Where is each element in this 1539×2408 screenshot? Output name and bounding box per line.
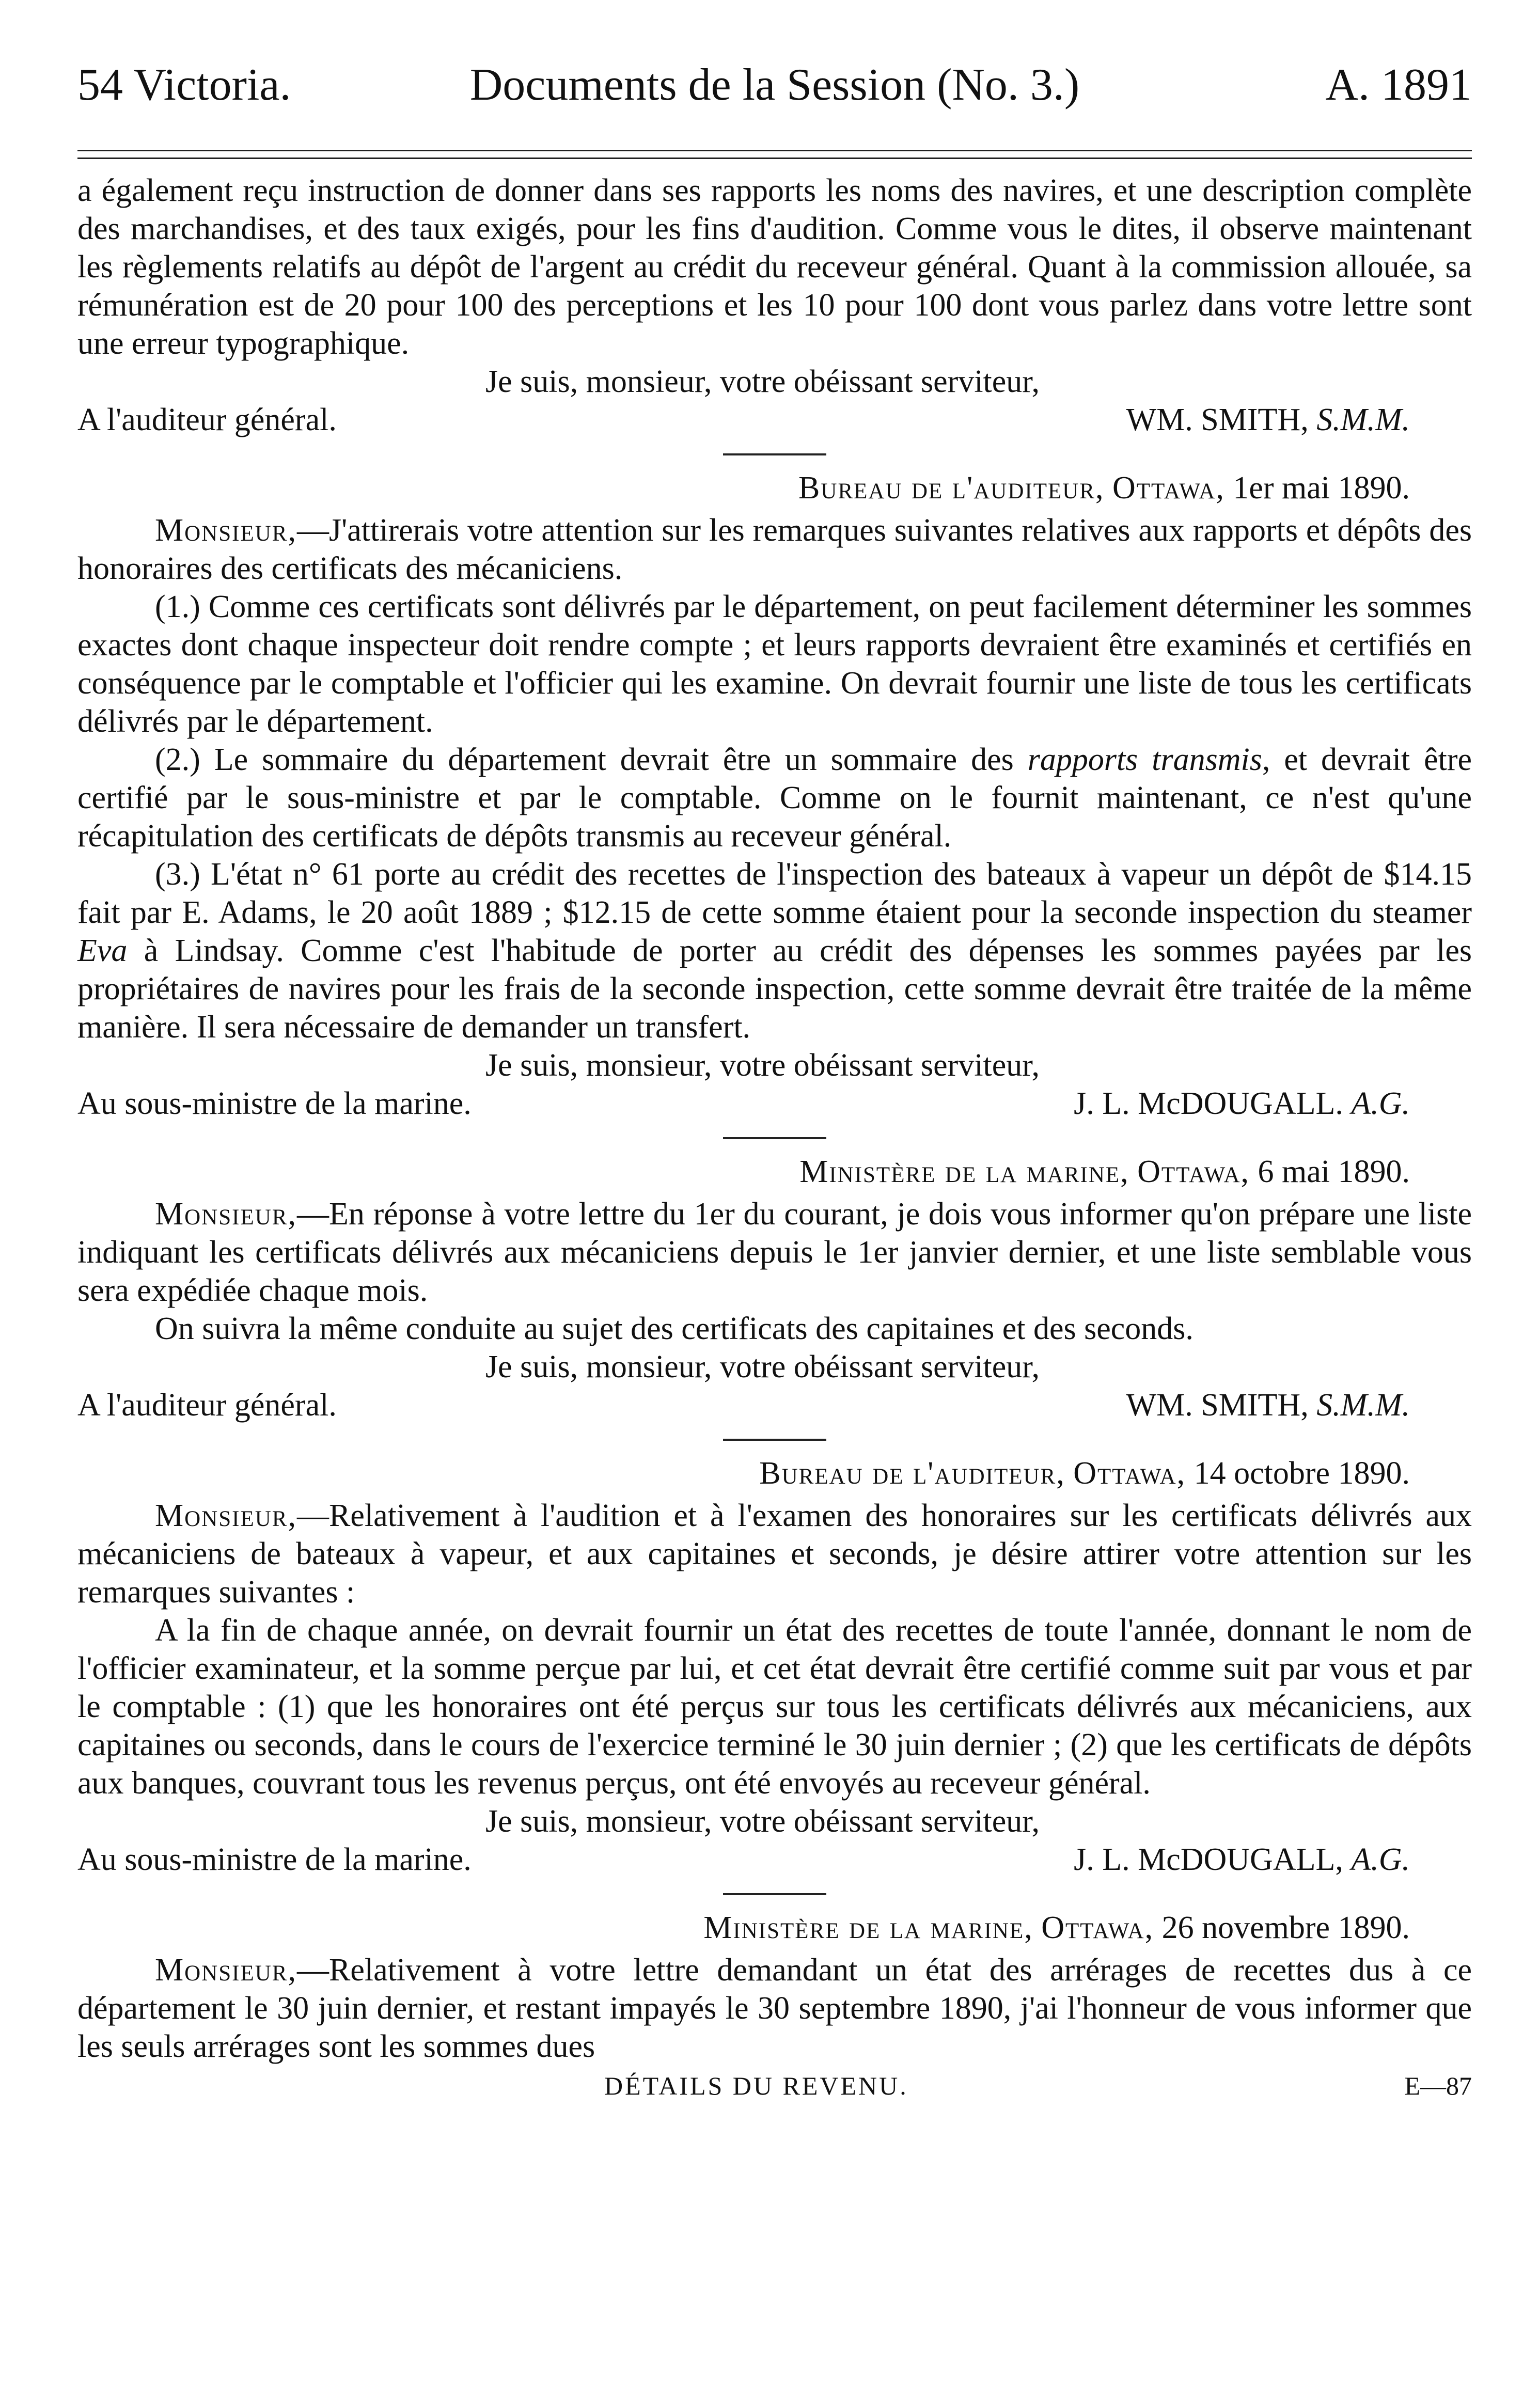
header-year: A. 1891 — [1325, 60, 1472, 110]
letter-2-signature — [1074, 1084, 1472, 1123]
letter-2-p3-text-a: (3.) L'état n° 61 porte au crédit des recettes de l'inspection des bateaux à vapeur un dépôt de $14.15 fait par E. Adams, le 20 août 1889 ; $12.15 de cette somme étaient pour la seconde inspection du steamer — [77, 857, 1472, 930]
letter-2-p2-emphasis: rapports transmis — [1027, 742, 1262, 777]
letter-4-closing: Je suis, monsieur, votre obéissant serviteur, — [485, 1804, 1040, 1839]
letter-1-recipient: A l'auditeur général. — [77, 402, 337, 437]
letter-1-signer: WM. SMITH, — [1126, 402, 1309, 437]
letter-2-recipient: Au sous-ministre de la marine. — [77, 1086, 472, 1121]
letter-3-closing: Je suis, monsieur, votre obéissant serviteur, — [485, 1349, 1040, 1384]
letter-3-city: Ottawa, — [1137, 1154, 1250, 1189]
letter-3-place: Ministère de la marine, — [799, 1154, 1129, 1189]
letter-4-date: 14 octobre 1890. — [1193, 1456, 1410, 1491]
letter-3-paragraph-1: On suivra la même conduite au sujet des certificats des capitaines et des seconds. — [155, 1311, 1193, 1346]
header-double-rule — [77, 150, 1472, 159]
letter-2-salutation: Monsieur, — [155, 513, 297, 548]
letter-4-salutation: Monsieur, — [155, 1498, 297, 1533]
letter-4-signature-row — [77, 1840, 1472, 1879]
letter-4-city: Ottawa, — [1073, 1456, 1186, 1491]
page-footer — [77, 2070, 1472, 2102]
letter-2-paragraph-3 — [77, 855, 1472, 1046]
section-divider — [723, 1893, 826, 1895]
letter-3-dateline — [77, 1153, 1472, 1191]
letter-5-salutation: Monsieur, — [155, 1953, 297, 1988]
letter-2-p3-emphasis: Eva — [77, 933, 128, 968]
letter-3-signature-row — [77, 1386, 1472, 1424]
letter-2-paragraph-intro — [77, 511, 1472, 588]
letter-2-signer: J. L. McDOUGALL. — [1074, 1086, 1343, 1121]
letter-2-paragraph-1: (1.) Comme ces certificats sont délivrés par le département, on peut facilement déterminer les sommes exactes dont chaque inspecteur doit rendre compte ; et leurs rapports devraient être examinés et certifiés en conséquence par le comptable et l'officier qui les examine. On devrait fournir une liste de tous les certificats délivrés par le département. — [77, 589, 1472, 739]
header-volume: 54 Victoria. — [77, 60, 291, 110]
letter-2-p3-text-b: à Lindsay. Comme c'est l'habitude de porter au crédit des dépenses les sommes payées par les propriétaires de navires pour les frais de la seconde inspection, cette somme devrait être traitée de la même manière. Il sera nécessaire de demander un transfert. — [77, 933, 1472, 1045]
letter-2-place: Bureau de l'auditeur, — [798, 470, 1105, 506]
letter-3-signer-title: S.M.M. — [1316, 1388, 1410, 1423]
section-divider — [723, 453, 826, 455]
letter-2-closing: Je suis, monsieur, votre obéissant serviteur, — [485, 1048, 1040, 1083]
letter-3-signer: WM. SMITH, — [1126, 1388, 1309, 1423]
letter-1-signer-title: S.M.M. — [1316, 402, 1410, 437]
footer-page-number: E—87 — [1404, 2071, 1472, 2100]
running-header — [77, 57, 1472, 114]
document-page — [77, 57, 1472, 2102]
letter-3-salutation: Monsieur, — [155, 1197, 297, 1232]
letter-2-intro-text: —J'attirerais votre attention sur les remarques suivantes relatives aux rapports et dépôts des honoraires des certificats des mécaniciens. — [77, 513, 1472, 586]
document-body — [77, 171, 1472, 2102]
letter-4-signer-title: A.G. — [1351, 1842, 1410, 1877]
letter-3-recipient: A l'auditeur général. — [77, 1388, 337, 1423]
letter-2-city: Ottawa, — [1112, 470, 1225, 506]
letter-5-intro-text: —Relativement à votre lettre demandant un état des arrérages de recettes dus à ce département le 30 juin dernier, et restant impayés le 30 septembre 1890, j'ai l'honneur de vous informer que les seuls arrérages sont les sommes dues — [77, 1953, 1472, 2064]
section-divider — [723, 1439, 826, 1441]
letter-2-signature-row — [77, 1084, 1472, 1123]
letter-4-intro-text: —Relativement à l'audition et à l'examen des honoraires sur les certificats délivrés aux mécaniciens de bateaux à vapeur, et aux capitaines et seconds, je désire attirer votre attention sur les remarques suivantes : — [77, 1498, 1472, 1610]
letter-3-paragraph-intro — [77, 1195, 1472, 1310]
letter-5-place: Ministère de la marine, — [703, 1910, 1033, 1945]
letter-4-signer: J. L. McDOUGALL, — [1074, 1842, 1343, 1877]
header-title: Documents de la Session (No. 3.) — [469, 60, 1080, 110]
letter-2-date: 1er mai 1890. — [1233, 470, 1410, 506]
letter-2-dateline — [77, 469, 1472, 507]
letter-1-signature-row — [77, 401, 1472, 439]
letter-3-intro-text: —En réponse à votre lettre du 1er du courant, je dois vous informer qu'on prépare une liste indiquant les certificats délivrés aux mécaniciens depuis le 1er janvier dernier, et une liste semblable vous sera expédiée chaque mois. — [77, 1197, 1472, 1308]
letter-5-paragraph-intro — [77, 1951, 1472, 2066]
letter-4-paragraph-intro — [77, 1497, 1472, 1611]
letter-2-p2-text-a: (2.) Le sommaire du département devrait être un sommaire des — [155, 742, 1028, 777]
letter-4-place: Bureau de l'auditeur, — [759, 1456, 1065, 1491]
letter-4-dateline — [77, 1454, 1472, 1492]
letter-2-paragraph-2 — [77, 741, 1472, 855]
letter-5-date: 26 novembre 1890. — [1161, 1910, 1410, 1945]
section-divider — [723, 1137, 826, 1139]
letter-4-recipient: Au sous-ministre de la marine. — [77, 1842, 472, 1877]
letter-2-p2-text-b: , et devrait être certifié par le sous-ministre et par le comptable. Comme on le fournit maintenant, ce n'est qu'une récapitulation des certificats de dépôts transmis au receveur général. — [77, 742, 1472, 854]
letter-1-signature — [1126, 401, 1472, 439]
letter-4-paragraph-1: A la fin de chaque année, on devrait fournir un état des recettes de toute l'année, donnant le nom de l'officier examinateur, et la somme perçue par lui, et cet état devrait être certifié comme suit par vous et par le comptable : (1) que les honoraires ont été perçus sur tous les certificats délivrés aux mécaniciens, aux capitaines ou seconds, dans le cours de l'exercice terminé le 30 juin dernier ; (2) que les certificats de dépôts aux banques, couvrant tous les revenus perçus, ont été envoyés au receveur général. — [77, 1613, 1472, 1801]
letter-3-signature — [1126, 1386, 1472, 1424]
footer-section-label: DÉTAILS DU REVENU. — [604, 2071, 908, 2100]
letter-5-city: Ottawa, — [1041, 1910, 1154, 1945]
letter-3-date: 6 mai 1890. — [1258, 1154, 1410, 1189]
letter-4-signature — [1074, 1840, 1472, 1879]
letter-1-body: a également reçu instruction de donner dans ses rapports les noms des navires, et une description complète des marchandises, et des taux exigés, pour les fins d'audition. Comme vous le dites, il observe maintenant les règlements relatifs au dépôt de l'argent au crédit du receveur général. Quant à la commission allouée, sa rémunération est de 20 pour 100 des perceptions et les 10 pour 100 dont vous parlez dans votre lettre sont une erreur typographique. — [77, 173, 1472, 361]
letter-5-dateline — [77, 1909, 1472, 1947]
letter-2-signer-title: A.G. — [1351, 1086, 1410, 1121]
letter-1-closing: Je suis, monsieur, votre obéissant serviteur, — [485, 364, 1040, 399]
